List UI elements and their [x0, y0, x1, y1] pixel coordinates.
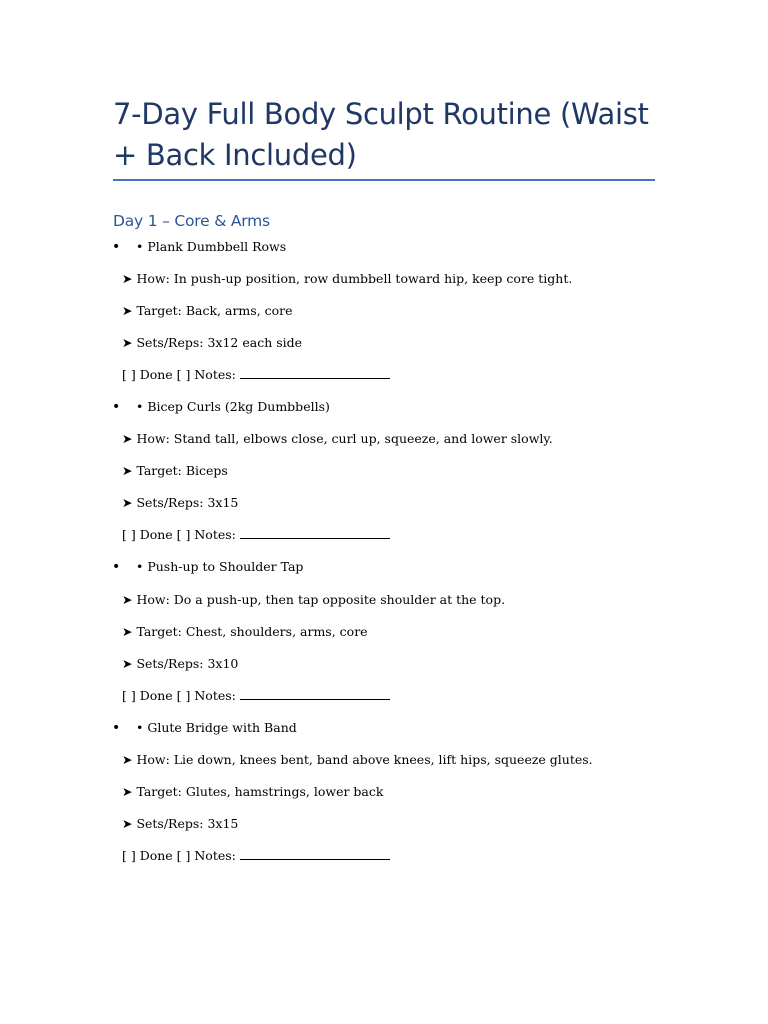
exercise-name: • Plank Dumbbell Rows	[136, 239, 287, 254]
exercise-how: ➤ How: Do a push-up, then tap opposite shoulder at the top.	[122, 592, 506, 607]
checklist-text: [ ] Done [ ] Notes:	[122, 527, 240, 542]
exercise-checklist	[122, 527, 390, 543]
exercise-name: • Bicep Curls (2kg Dumbbells)	[136, 399, 330, 414]
exercise-sets: ➤ Sets/Reps: 3x12 each side	[122, 335, 303, 350]
list-bullet: •	[112, 720, 121, 736]
exercise-checklist	[122, 367, 390, 383]
notes-blank-line	[240, 527, 390, 539]
exercise-target: ➤ Target: Chest, shoulders, arms, core	[122, 624, 368, 639]
checklist-text: [ ] Done [ ] Notes:	[122, 688, 240, 703]
exercise-sets: ➤ Sets/Reps: 3x10	[122, 656, 239, 671]
list-bullet: •	[112, 239, 121, 255]
exercise-sets: ➤ Sets/Reps: 3x15	[122, 816, 239, 831]
exercise-sets: ➤ Sets/Reps: 3x15	[122, 495, 239, 510]
exercise-how: ➤ How: In push-up position, row dumbbell toward hip, keep core tight.	[122, 271, 573, 286]
exercise-target: ➤ Target: Glutes, hamstrings, lower back	[122, 784, 384, 799]
exercise-checklist	[122, 688, 390, 704]
exercise-how: ➤ How: Stand tall, elbows close, curl up, squeeze, and lower slowly.	[122, 431, 553, 446]
exercise-target: ➤ Target: Biceps	[122, 463, 228, 478]
checklist-text: [ ] Done [ ] Notes:	[122, 367, 240, 382]
list-bullet: •	[112, 559, 121, 575]
checklist-text: [ ] Done [ ] Notes:	[122, 848, 240, 863]
exercise-name: • Push-up to Shoulder Tap	[136, 559, 304, 574]
exercise-target: ➤ Target: Back, arms, core	[122, 303, 293, 318]
list-bullet: •	[112, 399, 121, 415]
title-divider	[113, 179, 655, 181]
exercise-checklist	[122, 848, 390, 864]
notes-blank-line	[240, 848, 390, 860]
exercise-how: ➤ How: Lie down, knees bent, band above knees, lift hips, squeeze glutes.	[122, 752, 593, 767]
notes-blank-line	[240, 367, 390, 379]
document-title: 7-Day Full Body Sculpt Routine (Waist + Back Included)	[113, 97, 649, 172]
day-heading: Day 1 – Core & Arms	[113, 212, 270, 230]
notes-blank-line	[240, 688, 390, 700]
exercise-name: • Glute Bridge with Band	[136, 720, 297, 735]
